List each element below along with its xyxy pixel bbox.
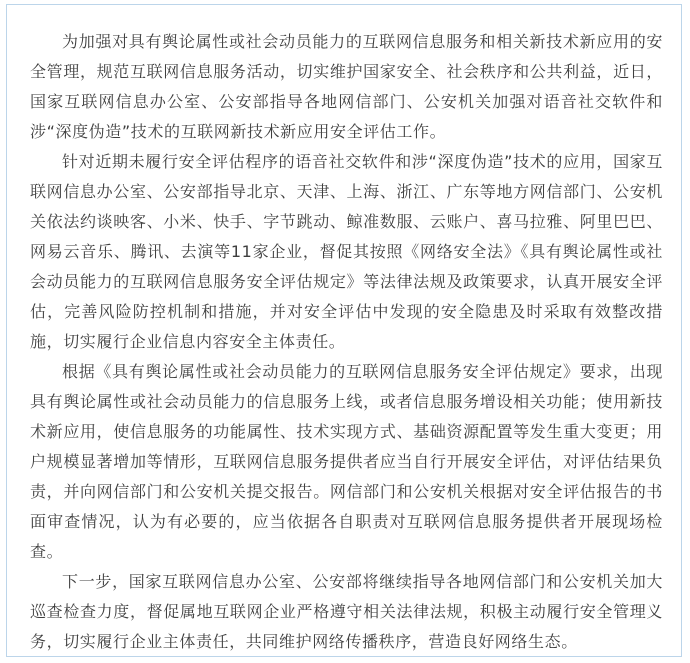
article-frame [6,4,682,657]
paragraph-4: 下一步，国家互联网信息办公室、公安部将继续指导各地网信部门和公安机关加大巡查检查力度，督促属地互联网企业严格遵守相关法律法规，积极主动履行安全管理义务，切实履行企业主体责任，共同维护网络传播秩序，营造良好网络生态。 [30,572,663,651]
paragraph-1: 为加强对具有舆论属性或社会动员能力的互联网信息服务和相关新技术新应用的安全管理，规范互联网信息服务活动，切实维护国家安全、社会秩序和公共利益，近日，国家互联网信息办公室、公安部指导各地网信部门、公安机关加强对语音社交软件和涉“深度伪造”技术的互联网新技术新应用安全评估工作。 [30,32,663,141]
paragraph-2: 针对近期未履行安全评估程序的语音社交软件和涉“深度伪造”技术的应用，国家互联网信息办公室、公安部指导北京、天津、上海、浙江、广东等地方网信部门、公安机关依法约谈映客、小米、快手、字节跳动、鲸准数服、云账户、喜马拉雅、阿里巴巴、网易云音乐、腾讯、去演等11家企业，督促其按照《网络安全法》《具有舆论属性或社会动员能力的互联网信息服务安全评估规定》等法律法规及政策要求，认真开展安全评估，完善风险防控机制和措施，并对安全评估中发现的安全隐患及时采取有效整改措施，切实履行企业信息内容安全主体责任。 [30,152,663,351]
paragraph-3: 根据《具有舆论属性或社会动员能力的互联网信息服务安全评估规定》要求，出现具有舆论属性或社会动员能力的信息服务上线，或者信息服务增设相关功能；使用新技术新应用，使信息服务的功能属性、技术实现方式、基础资源配置等发生重大变更；用户规模显著增加等情形，互联网信息服务提供者应当自行开展安全评估，对评估结果负责，并向网信部门和公安机关提交报告。网信部门和公安机关根据对安全评估报告的书面审查情况，认为有必要的，应当依据各自职责对互联网信息服务提供者开展现场检查。 [30,362,663,561]
